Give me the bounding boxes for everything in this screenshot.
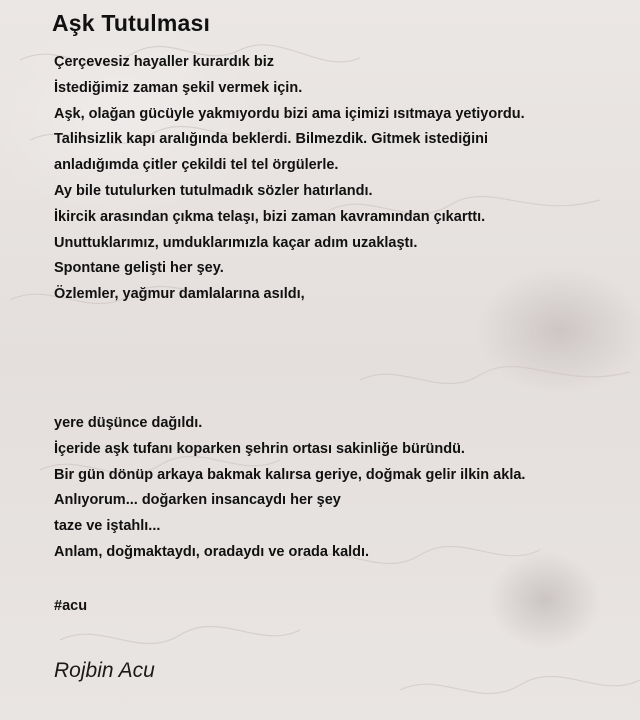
poem-title: Aşk Tutulması: [52, 10, 211, 36]
stanza-2: [54, 411, 525, 566]
poem-line: İçeride aşk tufanı koparken şehrin ortası sakinliğe büründü.: [54, 440, 465, 457]
poem-line: taze ve iştahlı...: [54, 518, 161, 535]
poem-line: Aşk, olağan gücüyle yakmıyordu bizi ama içimizi ısıtmaya yetiyordu.: [54, 105, 525, 122]
poem-line: Çerçevesiz hayaller kurardık biz: [54, 54, 275, 70]
poem-line: Özlemler, yağmur damlalarına asıldı,: [54, 286, 305, 303]
poem-line: Anlıyorum... doğarken insancaydı her şey: [54, 492, 341, 509]
poem-line: Ay bile tutulurken tutulmadık sözler hatırlandı.: [54, 182, 373, 199]
stanza-1: [54, 50, 525, 308]
hashtag: #acu: [54, 598, 88, 614]
poem-line: İkircik arasından çıkma telaşı, bizi zaman kavramından çıkarttı.: [54, 208, 486, 225]
poem-line: Bir gün dönüp arkaya bakmak kalırsa geriye, doğmak gelir ilkin akla.: [54, 466, 526, 483]
poem-line: İstediğimiz zaman şekil vermek için.: [54, 79, 303, 96]
poem-line: Unuttuklarımız, umduklarımızla kaçar adım uzaklaştı.: [54, 234, 418, 251]
poem-line: anladığımda çitler çekildi tel tel örgülerle.: [54, 157, 339, 174]
poem-line: Spontane gelişti her şey.: [54, 260, 224, 277]
author-name: Rojbin Acu: [54, 659, 155, 682]
poem-line: yere düşünce dağıldı.: [54, 415, 203, 431]
poem-line: Talihsizlik kapı aralığında beklerdi. Bilmezdik. Gitmek istediğini: [54, 131, 489, 148]
poem-line: Anlam, doğmaktaydı, oradaydı ve orada kaldı.: [54, 543, 370, 560]
